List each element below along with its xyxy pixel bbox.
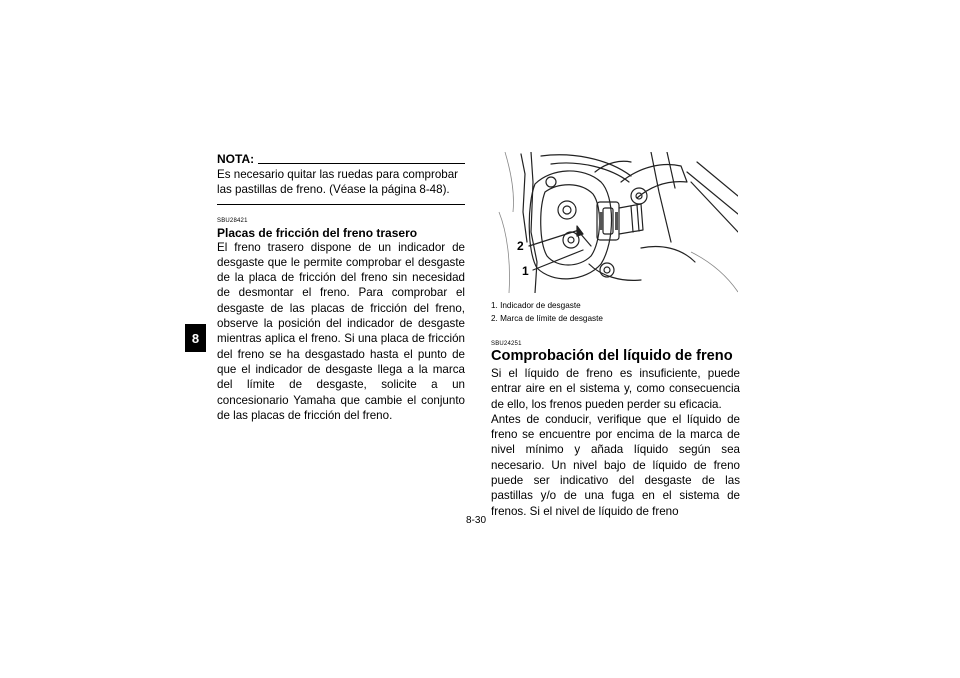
nota-rule	[258, 163, 465, 164]
section-paragraph: Antes de conducir, verifique que el líquido de freno se encuentre por encima de la marca de nivel mínimo y añada líquido según sea necesario. Un nivel bajo de líquido de freno puede ser indicativo del desgaste de las pastillas y/o de una fuga en el sistema de frenos. Si el nivel de líquido de freno	[491, 412, 740, 518]
figure-legend	[491, 299, 740, 325]
legend-item: 2. Marca de límite de desgaste	[491, 314, 603, 323]
page-number: 8-30	[466, 515, 487, 526]
right-column	[491, 152, 740, 519]
legend-item: 1. Indicador de desgaste	[491, 301, 581, 310]
section-heading: Placas de fricción del freno trasero	[217, 225, 418, 240]
section-code: SBU28421	[217, 217, 248, 224]
nota-text: Es necesario quitar las ruedas para comprobar las pastillas de freno. (Véase la página 8-48).	[217, 168, 459, 197]
nota-label: NOTA:	[217, 152, 255, 166]
left-column	[217, 152, 465, 423]
section-code: SBU24251	[491, 341, 522, 347]
nota-closing-rule	[217, 204, 465, 205]
section-body: El freno trasero dispone de un indicador de desgaste que le permite comprobar el desgaste de la placa de fricción del freno sin necesidad de desmontar el freno. Para comprobar el desgaste de las placas de fricción del freno, observe la posición del indicador de desgaste mientras aplica el freno. Si una placa de fricción del freno se ha desgastado hasta el punto de que el indicador de desgaste llega a la marca del límite de desgaste, solicite a un concesionario Yamaha que cambie el conjunto de las placas de fricción del freno.	[217, 240, 465, 422]
chapter-tab	[185, 324, 206, 352]
nota-header	[217, 152, 465, 166]
callout-2: 2	[517, 239, 524, 253]
callout-1: 1	[522, 264, 529, 278]
section-paragraph: Si el líquido de freno es insuficiente, puede entrar aire en el sistema y, como consecuencia de ello, los frenos pueden perder su eficacia.	[491, 367, 740, 411]
brake-wear-indicator-figure	[491, 152, 738, 293]
chapter-number: 8	[191, 330, 200, 346]
section-heading: Comprobación del líquido de freno	[491, 348, 733, 364]
